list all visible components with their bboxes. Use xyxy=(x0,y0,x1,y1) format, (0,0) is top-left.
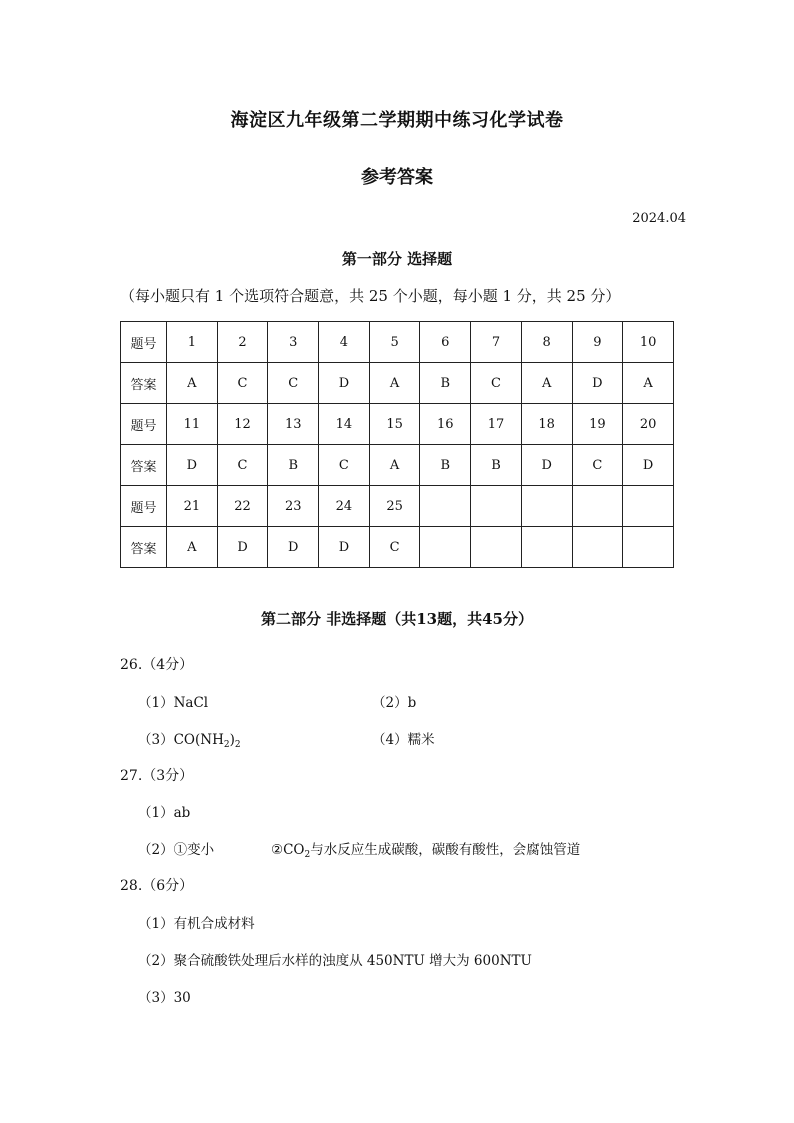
question-number-cell: 13 xyxy=(268,404,319,445)
q28-answer-1: （1）有机合成材料 xyxy=(138,916,255,932)
answer-letter-cell: C xyxy=(319,445,370,486)
question-number-cell: 15 xyxy=(369,404,420,445)
answer-letter-cell: A xyxy=(369,445,420,486)
question-number-row xyxy=(121,486,674,527)
q27-answer-2-right: $②CO_2$与水反应生成碳酸，碳酸有酸性，会腐蚀管道 xyxy=(271,842,581,860)
answer-letter-cell: C xyxy=(471,363,522,404)
question-number-cell xyxy=(572,486,623,527)
question-number-cell: 9 xyxy=(572,322,623,363)
answer-letter-cell: B xyxy=(420,363,471,404)
answer-letter-cell xyxy=(521,527,572,568)
q27-answer-1: （1）ab xyxy=(138,805,191,821)
question-number-cell: 7 xyxy=(471,322,522,363)
question-number-row xyxy=(121,404,674,445)
q28-answer-2: （2）聚合硫酸铁处理后水样的浊度从 450NTU 增大为 600NTU xyxy=(138,953,532,969)
question-number-cell: 19 xyxy=(572,404,623,445)
answer-letter-cell: B xyxy=(268,445,319,486)
answer-letter-cell: D xyxy=(268,527,319,568)
answer-letter-cell: B xyxy=(471,445,522,486)
question-number-cell: 16 xyxy=(420,404,471,445)
answer-letter-cell: D xyxy=(319,527,370,568)
answer-letter-cell: C xyxy=(217,445,268,486)
answer-letter-cell: D xyxy=(572,363,623,404)
answer-row xyxy=(121,445,674,486)
answer-row xyxy=(121,363,674,404)
q27-label: 27.（3分） xyxy=(120,768,194,784)
part1-heading: 第一部分 选择题 xyxy=(341,250,453,268)
q27-answer-2-left: （2）①变小 xyxy=(138,842,215,858)
question-number-row xyxy=(121,322,674,363)
q28-label: 28.（6分） xyxy=(120,878,194,894)
answer-letter-cell: B xyxy=(420,445,471,486)
q26-answer-1: （1）NaCl xyxy=(138,695,209,711)
answer-letter-cell xyxy=(471,527,522,568)
answer-letter-cell: A xyxy=(369,363,420,404)
q26-answer-3: $(3)CO(NH_2)_2$ xyxy=(138,732,241,750)
answer-letter-cell: C xyxy=(369,527,420,568)
answer-letter-cell: C xyxy=(268,363,319,404)
answer-letter-cell: C xyxy=(217,363,268,404)
row-header-question: 题号 xyxy=(121,404,167,445)
question-number-cell: 3 xyxy=(268,322,319,363)
question-number-cell: 2 xyxy=(217,322,268,363)
answer-letter-cell: D xyxy=(623,445,674,486)
question-number-cell: 18 xyxy=(521,404,572,445)
answer-letter-cell: A xyxy=(167,527,218,568)
row-header-question: 题号 xyxy=(121,322,167,363)
exam-date: 2024.04 xyxy=(632,211,686,226)
question-number-cell: 25 xyxy=(369,486,420,527)
answer-letter-cell xyxy=(420,527,471,568)
answer-letter-cell: D xyxy=(167,445,218,486)
q28-answer-3: （3）30 xyxy=(138,990,191,1006)
answer-letter-cell: D xyxy=(521,445,572,486)
question-number-cell: 11 xyxy=(167,404,218,445)
q26-answer-4: （4）糯米 xyxy=(372,732,435,748)
question-number-cell: 17 xyxy=(471,404,522,445)
row-header-answer: 答案 xyxy=(121,527,167,568)
row-header-answer: 答案 xyxy=(121,445,167,486)
answer-letter-cell: D xyxy=(217,527,268,568)
question-number-cell: 6 xyxy=(420,322,471,363)
part1-note: （每小题只有 1 个选项符合题意，共 25 个小题，每小题 1 分，共 25 分） xyxy=(120,287,621,305)
question-number-cell: 14 xyxy=(319,404,370,445)
answer-table xyxy=(120,321,674,568)
question-number-cell: 24 xyxy=(319,486,370,527)
row-header-answer: 答案 xyxy=(121,363,167,404)
question-number-cell xyxy=(521,486,572,527)
question-number-cell xyxy=(420,486,471,527)
answer-letter-cell: A xyxy=(167,363,218,404)
question-number-cell xyxy=(471,486,522,527)
answer-letter-cell xyxy=(623,527,674,568)
q26-label: 26.（4分） xyxy=(120,657,194,673)
answer-letter-cell: A xyxy=(521,363,572,404)
question-number-cell xyxy=(623,486,674,527)
question-number-cell: 22 xyxy=(217,486,268,527)
question-number-cell: 20 xyxy=(623,404,674,445)
question-number-cell: 1 xyxy=(167,322,218,363)
q26-answer-2: （2）b xyxy=(372,695,417,711)
row-header-question: 题号 xyxy=(121,486,167,527)
answer-letter-cell xyxy=(572,527,623,568)
answer-letter-cell: C xyxy=(572,445,623,486)
question-number-cell: 21 xyxy=(167,486,218,527)
page-subtitle: 参考答案 xyxy=(361,167,433,188)
question-number-cell: 8 xyxy=(521,322,572,363)
question-number-cell: 4 xyxy=(319,322,370,363)
question-number-cell: 12 xyxy=(217,404,268,445)
answer-letter-cell: A xyxy=(623,363,674,404)
question-number-cell: 5 xyxy=(369,322,420,363)
answer-letter-cell: D xyxy=(319,363,370,404)
part2-heading: 第二部分 非选择题（共13题，共45分） xyxy=(261,610,533,628)
question-number-cell: 10 xyxy=(623,322,674,363)
answer-row xyxy=(121,527,674,568)
page-title: 海淀区九年级第二学期期中练习化学试卷 xyxy=(230,110,564,131)
question-number-cell: 23 xyxy=(268,486,319,527)
